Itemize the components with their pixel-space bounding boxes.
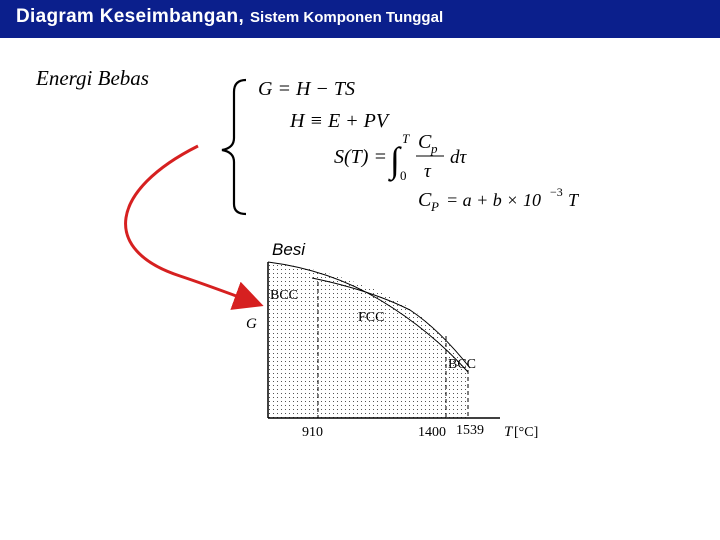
page-title: Diagram Keseimbangan, — [16, 6, 245, 27]
integral-sign: ∫ — [390, 140, 400, 180]
fraction-numerator-sub: p — [431, 141, 438, 156]
cp-rhs: = a + b × 10 — [446, 190, 541, 210]
phase-label-bcc-low: BCC — [270, 288, 299, 303]
entropy-equation-lhs: S(T) = — [334, 146, 387, 168]
x-tick-1539: 1539 — [456, 423, 484, 438]
phase-label-fcc: FCC — [358, 310, 385, 325]
x-tick-910: 910 — [302, 425, 323, 440]
gibbs-equation: G = H − TS — [258, 78, 356, 100]
fraction-numerator: C — [418, 131, 432, 153]
cp-exponent: −3 — [550, 185, 563, 199]
cp-lhs: C — [418, 189, 432, 211]
cp-lhs-sub: P — [431, 199, 439, 214]
y-axis-label: G — [246, 316, 257, 332]
red-arrow — [126, 146, 258, 304]
dtau: dτ — [450, 147, 467, 168]
integral-upper: T — [402, 131, 410, 146]
stipple-region — [268, 262, 468, 418]
curly-brace — [222, 80, 246, 214]
besi-label: Besi — [272, 240, 306, 259]
phase-label-bcc-high: BCC — [448, 357, 477, 372]
x-tick-1400: 1400 — [418, 425, 446, 440]
integral-lower: 0 — [400, 168, 407, 183]
page-subtitle: Sistem Komponen Tunggal — [250, 9, 444, 26]
energi-bebas-label: Energi Bebas — [36, 66, 149, 90]
fraction-denominator: τ — [424, 161, 431, 182]
cp-T: T — [568, 190, 579, 210]
enthalpy-equation: H ≡ E + PV — [290, 110, 389, 132]
x-axis-label-unit: [°C] — [514, 425, 539, 440]
x-axis-label-T: T — [504, 424, 513, 440]
